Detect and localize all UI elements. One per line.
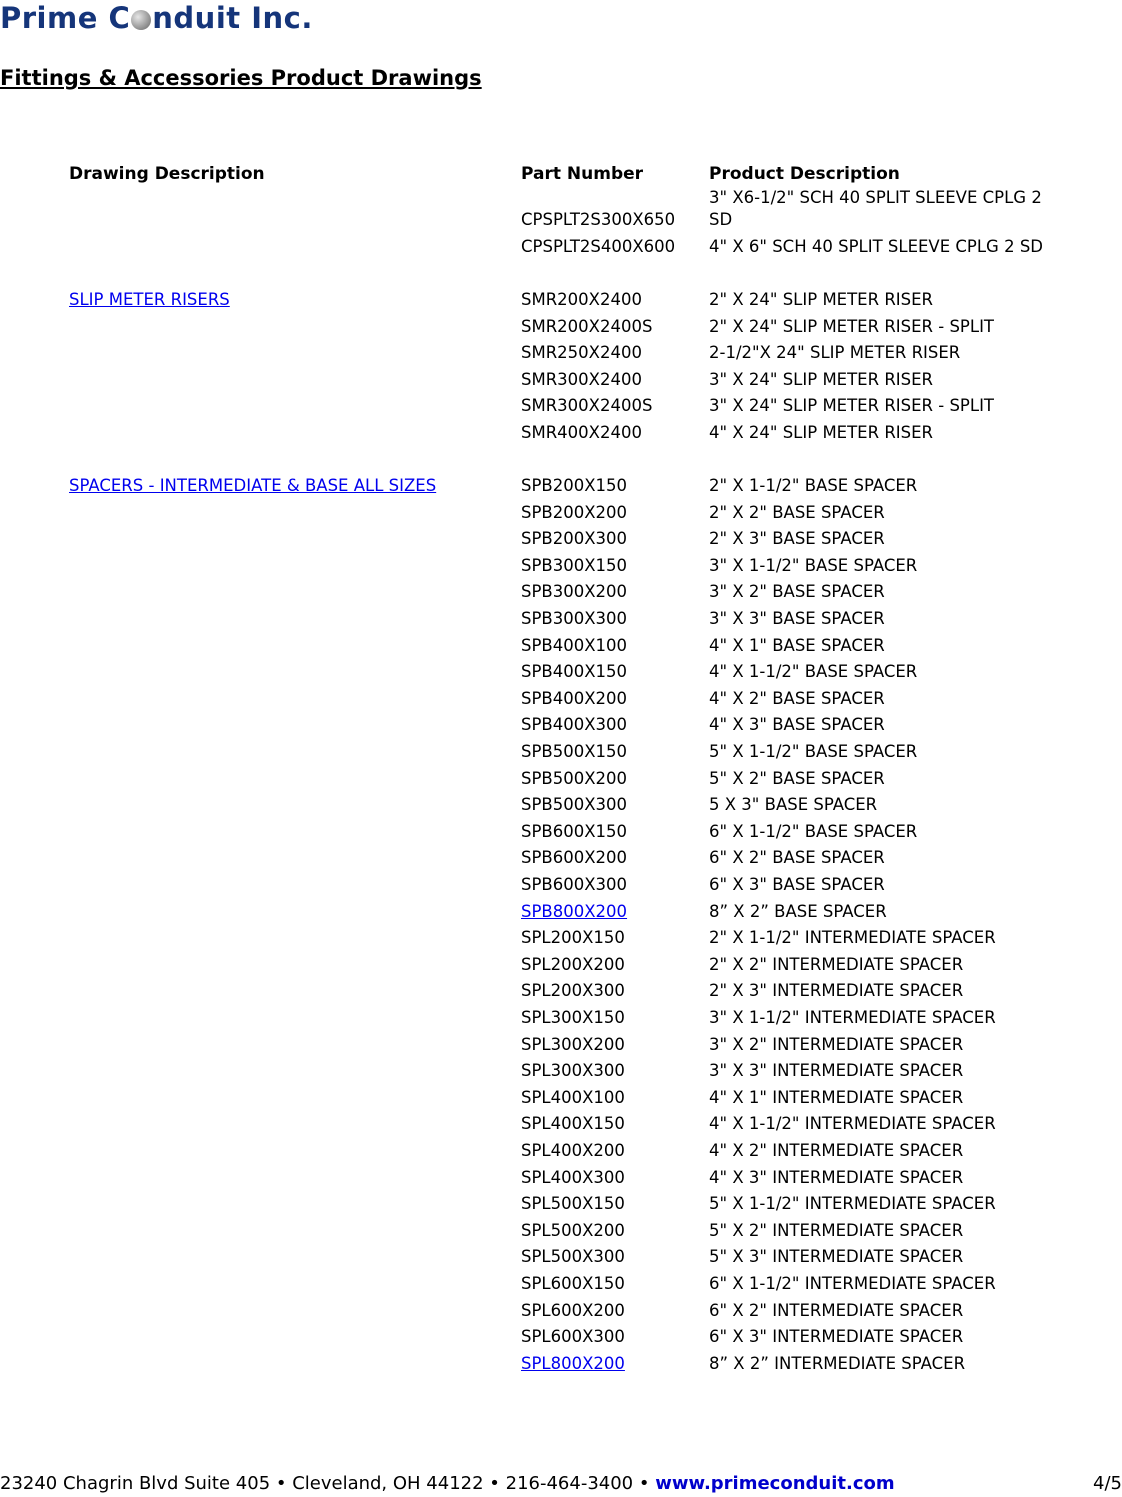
- product-description: 4" X 6" SCH 40 SPLIT SLEEVE CPLG 2 SD: [709, 237, 1043, 256]
- product-description: 2" X 2" INTERMEDIATE SPACER: [709, 954, 964, 974]
- product-description: 2" X 1-1/2" BASE SPACER: [709, 476, 918, 495]
- product-description: 8” X 2” BASE SPACER: [709, 901, 887, 921]
- product-description: 2" X 2" BASE SPACER: [709, 502, 885, 522]
- product-description: 4" X 2" INTERMEDIATE SPACER: [709, 1141, 964, 1160]
- drawing-link-slip-meter-risers[interactable]: SLIP METER RISERS: [69, 290, 230, 309]
- part-number: SPL200X300: [521, 981, 625, 1001]
- part-number: SPL300X150: [521, 1008, 625, 1027]
- header-part-number: Part Number: [521, 164, 644, 184]
- product-description: 5 X 3" BASE SPACER: [709, 795, 878, 815]
- part-number: SPL600X150: [521, 1274, 625, 1293]
- product-description: 4" X 1-1/2" INTERMEDIATE SPACER: [709, 1114, 996, 1134]
- part-number: SMR400X2400: [521, 423, 642, 442]
- product-description: 2" X 3" BASE SPACER: [709, 529, 885, 549]
- product-description: 5" X 2" INTERMEDIATE SPACER: [709, 1220, 964, 1240]
- product-description: 2" X 3" INTERMEDIATE SPACER: [709, 981, 964, 1001]
- footer-website-link[interactable]: www.primeconduit.com: [655, 1473, 895, 1494]
- product-description: 5" X 3" INTERMEDIATE SPACER: [709, 1247, 964, 1267]
- part-number: SPB300X200: [521, 582, 628, 602]
- company-logo: [0, 0, 313, 36]
- product-description: 3" X 2" INTERMEDIATE SPACER: [709, 1034, 964, 1054]
- product-description: 6" X 3" BASE SPACER: [709, 875, 885, 894]
- drawing-link-spacers[interactable]: SPACERS - INTERMEDIATE & BASE ALL SIZES: [69, 476, 437, 495]
- part-number: SPL500X150: [521, 1194, 625, 1214]
- part-number: SPL500X200: [521, 1220, 625, 1240]
- logo-text-suffix: nduit Inc.: [152, 1, 313, 35]
- product-description: 4" X 1-1/2" BASE SPACER: [709, 662, 918, 682]
- part-number: SPB400X150: [521, 662, 628, 682]
- product-description: 3" X 1-1/2" INTERMEDIATE SPACER: [709, 1008, 996, 1027]
- product-description: 6" X 1-1/2" INTERMEDIATE SPACER: [709, 1274, 996, 1293]
- product-description: 3" X 24" SLIP METER RISER: [709, 369, 934, 389]
- part-number: SPL200X200: [521, 954, 625, 974]
- header-product-description: Product Description: [709, 164, 900, 184]
- part-number: SPL300X300: [521, 1061, 625, 1081]
- part-number: SMR300X2400: [521, 369, 642, 389]
- product-description: 3" X 24" SLIP METER RISER - SPLIT: [709, 396, 995, 416]
- part-number: SPL400X200: [521, 1141, 625, 1160]
- product-description: 2" X 24" SLIP METER RISER - SPLIT: [709, 316, 995, 336]
- product-description: 4" X 1" INTERMEDIATE SPACER: [709, 1087, 964, 1107]
- part-number: CPSPLT2S300X650: [521, 210, 676, 229]
- part-number: SPB300X300: [521, 609, 628, 628]
- header-drawing-description: Drawing Description: [69, 164, 265, 184]
- product-description: 3" X 2" BASE SPACER: [709, 582, 885, 602]
- part-number: SPL500X300: [521, 1247, 625, 1267]
- product-description: 6" X 1-1/2" BASE SPACER: [709, 821, 918, 841]
- part-number: SPB600X300: [521, 875, 628, 894]
- product-description: 8” X 2” INTERMEDIATE SPACER: [709, 1353, 966, 1373]
- part-number-link[interactable]: SPL800X200: [521, 1353, 625, 1373]
- part-number: SPL400X100: [521, 1087, 625, 1107]
- part-number: SPL200X150: [521, 928, 625, 948]
- part-number: SMR200X2400S: [521, 316, 653, 336]
- part-number: SPB300X150: [521, 555, 628, 575]
- part-number: SPB500X200: [521, 768, 628, 788]
- part-number: SPB400X200: [521, 688, 628, 708]
- product-description: 3" X 1-1/2" BASE SPACER: [709, 555, 918, 575]
- product-description: 3" X 3" INTERMEDIATE SPACER: [709, 1061, 964, 1081]
- product-description: 2-1/2"X 24" SLIP METER RISER: [709, 343, 961, 363]
- part-number: SPB600X150: [521, 821, 628, 841]
- product-description: 5" X 1-1/2" BASE SPACER: [709, 742, 918, 761]
- part-number: SPB500X150: [521, 742, 628, 761]
- part-number: SPB200X300: [521, 529, 628, 549]
- product-description: 2" X 1-1/2" INTERMEDIATE SPACER: [709, 928, 996, 948]
- product-description: 6" X 2" BASE SPACER: [709, 848, 885, 868]
- page-title: Fittings & Accessories Product Drawings: [0, 66, 482, 90]
- product-description: 4" X 24" SLIP METER RISER: [709, 423, 934, 442]
- footer: [0, 1473, 895, 1494]
- part-number: CPSPLT2S400X600: [521, 237, 676, 256]
- part-number: SMR300X2400S: [521, 396, 653, 416]
- product-description: 6" X 3" INTERMEDIATE SPACER: [709, 1327, 964, 1347]
- part-number: SPB600X200: [521, 848, 628, 868]
- product-description: 6" X 2" INTERMEDIATE SPACER: [709, 1300, 964, 1320]
- product-description: 3" X6-1/2" SCH 40 SPLIT SLEEVE CPLG 2 SD: [709, 188, 1042, 229]
- product-description: 4" X 3" INTERMEDIATE SPACER: [709, 1167, 964, 1187]
- part-number: SPB400X300: [521, 715, 628, 735]
- part-number: SPB200X150: [521, 476, 628, 495]
- part-number: SPL600X200: [521, 1300, 625, 1320]
- part-number: SPL400X150: [521, 1114, 625, 1134]
- product-description: 4" X 1" BASE SPACER: [709, 635, 885, 655]
- part-number: SMR250X2400: [521, 343, 642, 363]
- product-description: 4" X 3" BASE SPACER: [709, 715, 885, 735]
- footer-address: 23240 Chagrin Blvd Suite 405 • Cleveland, OH 44122 • 216-464-3400 •: [0, 1473, 656, 1494]
- part-number: SPB500X300: [521, 795, 628, 815]
- part-number: SPB200X200: [521, 502, 628, 522]
- part-number-link[interactable]: SPB800X200: [521, 901, 628, 921]
- product-description: 3" X 3" BASE SPACER: [709, 609, 885, 628]
- product-description: 5" X 2" BASE SPACER: [709, 768, 885, 788]
- logo-ball-icon: [131, 10, 151, 30]
- part-number: SPL600X300: [521, 1327, 625, 1347]
- product-description: 2" X 24" SLIP METER RISER: [709, 290, 934, 309]
- part-number: SMR200X2400: [521, 290, 642, 309]
- logo-text-prefix: Prime C: [0, 1, 131, 35]
- page-number: 4/5: [1093, 1473, 1122, 1494]
- product-description: 4" X 2" BASE SPACER: [709, 688, 885, 708]
- part-number: SPL300X200: [521, 1034, 625, 1054]
- part-number: SPL400X300: [521, 1167, 625, 1187]
- product-description: 5" X 1-1/2" INTERMEDIATE SPACER: [709, 1194, 996, 1214]
- part-number: SPB400X100: [521, 635, 628, 655]
